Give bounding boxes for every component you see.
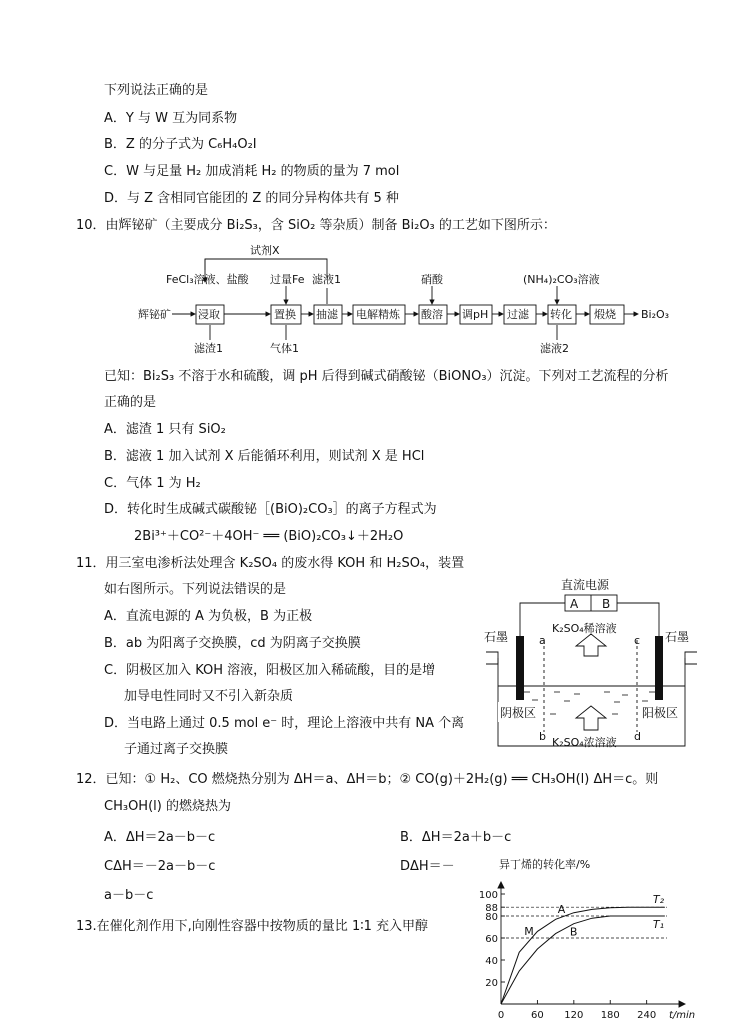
q13-stem: 13.在催化剂作用下,向刚性容器中按物质的量比 1∶1 充入甲醇 xyxy=(76,919,428,934)
q12-option-c: CΔH＝－2a－b－c xyxy=(104,859,216,874)
flow-step: 煅烧 xyxy=(594,308,616,321)
flow-step: 调pH xyxy=(462,308,489,321)
flow-reagent-x: 试剂X xyxy=(250,244,280,257)
membrane-d-label: d xyxy=(634,730,641,743)
y-tick-label: 40 xyxy=(485,956,498,967)
flow-filtrate2: 滤液2 xyxy=(540,342,569,355)
x-tick-label: 180 xyxy=(600,1010,620,1021)
flow-residue1: 滤渣1 xyxy=(194,342,223,355)
flow-step: 过滤 xyxy=(507,308,529,321)
q9-option-d: D．与 Z 含相同官能团的 Z 的同分异构体共有 5 种 xyxy=(104,191,399,206)
q12-option-d-continued: a－b－c xyxy=(104,888,154,903)
series-line-t2 xyxy=(501,907,665,1004)
flow-step: 电解精炼 xyxy=(356,308,400,321)
q10-ionic-equation: 2Bi³⁺＋CO²⁻＋4OH⁻ ══ (BiO)₂CO₃↓＋2H₂O xyxy=(134,529,404,544)
flow-start: 辉铋矿 xyxy=(138,308,171,321)
q12-stem-line1: 12．已知：① H₂、CO 燃烧热分别为 ΔH＝a、ΔH＝b；② CO(g)＋2H₂(g) ══ CH₃OH(l) ΔH＝c。则 xyxy=(76,772,659,787)
flow-step: 置换 xyxy=(274,308,296,321)
y-tick-label: 88 xyxy=(485,903,498,915)
flow-step: 酸溶 xyxy=(421,308,443,321)
membrane-b-label: b xyxy=(539,730,546,743)
q11-option-d-line2: 子通过离子交换膜 xyxy=(124,742,229,757)
y-tick-label: 80 xyxy=(485,912,498,923)
terminal-a: A xyxy=(570,597,579,611)
q10-stem: 10．由辉铋矿（主要成分 Bi₂S₃，含 SiO₂ 等杂质）制备 Bi₂O₃ 的工艺如下图所示： xyxy=(76,218,556,233)
q9-option-b: B．Z 的分子式为 C₆H₄O₂I xyxy=(104,137,257,152)
q10-option-d: D．转化时生成碱式碳酸铋［(BiO)₂CO₃］的离子方程式为 xyxy=(104,502,437,517)
power-supply-label: 直流电源 xyxy=(561,578,610,592)
flow-input-nitric-acid: 硝酸 xyxy=(421,273,443,286)
anode-region-label: 阳极区 xyxy=(642,706,679,720)
flow-input-leach: FeCl₃溶液、盐酸 xyxy=(166,273,249,286)
q9-stem: 下列说法正确的是 xyxy=(104,83,209,98)
cathode-region-label: 阴极区 xyxy=(500,706,537,720)
dilute-solution-label: K₂SO₄稀溶液 xyxy=(552,622,617,635)
q12-option-a: A．ΔH＝2a－b－c xyxy=(104,830,216,845)
q12-option-b: B．ΔH＝2a＋b－c xyxy=(400,830,512,845)
q10-known-line1: 已知：Bi₂S₃ 不溶于水和硫酸，调 pH 后得到碱式硝酸铋（BiONO₃）沉淀。下列对工艺流程的分析 xyxy=(104,369,669,384)
y-tick-label: 100 xyxy=(478,890,498,901)
flow-step: 浸取 xyxy=(198,308,220,321)
point-label: B xyxy=(569,925,578,939)
q11-option-d-line1: D．当电路上通过 0.5 mol e⁻ 时，理论上溶液中共有 NA 个离 xyxy=(104,716,465,731)
q11-electrodialysis-apparatus xyxy=(484,574,699,754)
x-tick-label: 0 xyxy=(497,1010,505,1021)
y-axis-label: 异丁烯的转化率/% xyxy=(499,858,591,871)
x-axis-label: t/min xyxy=(669,1010,696,1021)
q11-stem-line1: 11．用三室电渗析法处理含 K₂SO₄ 的废水得 KOH 和 H₂SO₄，装置 xyxy=(76,556,465,571)
flow-step: 抽滤 xyxy=(316,308,338,321)
y-tick-label: 20 xyxy=(485,978,498,989)
q10-option-c: C．气体 1 为 H₂ xyxy=(104,476,201,491)
q12-stem-line2: CH₃OH(l) 的燃烧热为 xyxy=(104,799,231,814)
x-tick-label: 60 xyxy=(531,1010,544,1021)
y-axis-arrow xyxy=(498,882,504,888)
q12-option-d: DΔH＝－ xyxy=(400,859,455,874)
graphite-right-label: 石墨 xyxy=(665,630,690,644)
q10-process-flow-diagram xyxy=(130,242,690,357)
x-tick-label: 240 xyxy=(637,1010,657,1021)
membrane-a-label: a xyxy=(539,634,546,647)
x-axis-arrow xyxy=(679,1001,685,1007)
q11-option-c-line1: C．阴极区加入 KOH 溶液，阳极区加入稀硫酸，目的是增 xyxy=(104,663,436,678)
membrane-c-label: c xyxy=(634,634,641,647)
q11-option-b: B．ab 为阳离子交换膜，cd 为阴离子交换膜 xyxy=(104,636,361,651)
q11-stem-line2: 如右图所示。下列说法错误的是 xyxy=(104,582,287,597)
q11-option-c-line2: 加导电性同时又不引入新杂质 xyxy=(124,689,294,704)
q10-option-a: A．滤渣 1 只有 SiO₂ xyxy=(104,422,226,437)
q11-option-a: A．直流电源的 A 为负极，B 为正极 xyxy=(104,609,313,624)
point-label: M xyxy=(524,925,534,938)
graphite-left-label: 石墨 xyxy=(484,630,509,644)
flow-step: 转化 xyxy=(550,308,572,321)
q10-option-b: B．滤液 1 加入试剂 X 后能循环利用，则试剂 X 是 HCl xyxy=(104,449,425,464)
flow-gas1: 气体1 xyxy=(270,342,299,355)
terminal-b: B xyxy=(602,597,611,611)
y-tick-label: 60 xyxy=(485,934,498,945)
q10-known-line2: 正确的是 xyxy=(104,395,157,410)
flow-input-fe: 过量Fe xyxy=(270,273,305,286)
flow-input-ammonium-carbonate: (NH₄)₂CO₃溶液 xyxy=(523,273,600,286)
conversion-rate-chart xyxy=(470,858,696,1024)
flow-product: Bi₂O₃ xyxy=(641,308,670,321)
series-label: T₁ xyxy=(652,918,665,931)
x-tick-label: 120 xyxy=(564,1010,584,1021)
flow-filtrate1: 滤液1 xyxy=(312,273,341,286)
q9-option-c: C．W 与足量 H₂ 加成消耗 H₂ 的物质的量为 7 mol xyxy=(104,164,400,179)
point-label: A xyxy=(557,903,566,916)
concentrated-solution-label: K₂SO₄浓溶液 xyxy=(552,736,617,749)
series-label: T₂ xyxy=(652,893,665,907)
q9-option-a: A．Y 与 W 互为同系物 xyxy=(104,111,238,126)
